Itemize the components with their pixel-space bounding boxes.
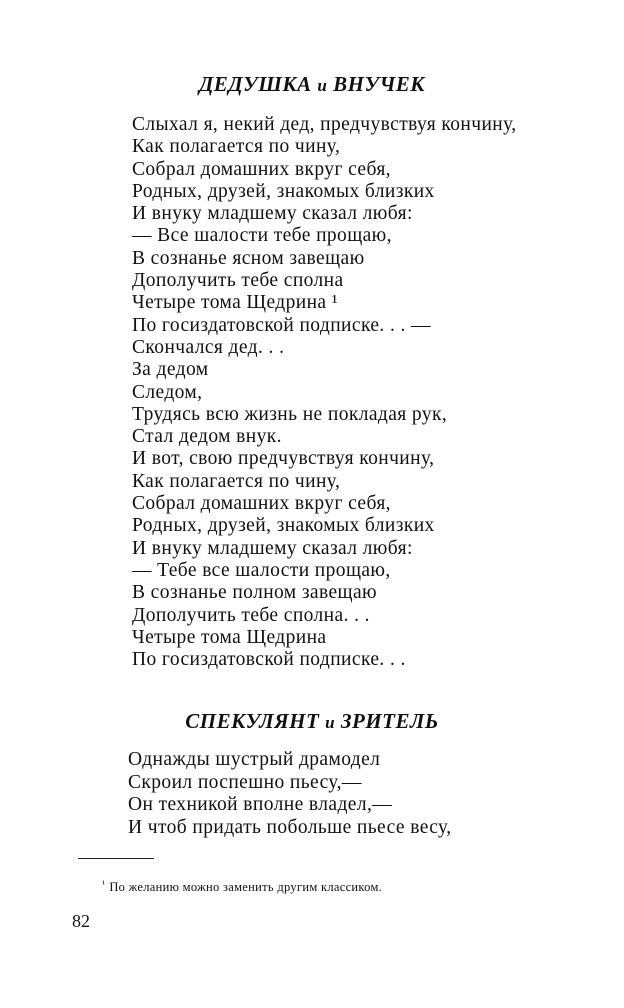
page-number: 82 (72, 911, 90, 931)
poem-line: Родных, друзей, знакомых близких (132, 515, 435, 537)
poem-line: Дополучить тебе сполна (132, 270, 344, 292)
poem-spekulyant (128, 749, 452, 839)
poem-line: Трудясь всю жизнь не покладая рук, (132, 403, 448, 425)
poem-dedushka (132, 114, 517, 671)
poem-line: За дедом (132, 359, 209, 381)
poem-line: Четыре тома Щедрина ¹ (132, 292, 338, 314)
poem-line: — Все шалости тебе прощаю, (132, 225, 392, 247)
poem-line: Как полагается по чину, (132, 470, 341, 492)
poem-line: — Тебе все шалости прощаю, (132, 559, 391, 581)
poem-line: Четыре тома Щедрина (132, 626, 327, 648)
title-word: СПЕКУЛЯНТ (185, 709, 320, 733)
poem-line: Он техникой вполне владел,— (128, 794, 393, 815)
poem-line: Собрал домашних вкруг себя, (132, 158, 391, 180)
title-word: ДЕДУШКА (198, 72, 312, 96)
poem-line: И внуку младшему сказал любя: (132, 203, 413, 225)
poem-line: Дополучить тебе сполна. . . (132, 604, 370, 626)
poem-line: Собрал домашних вкруг себя, (132, 493, 391, 515)
footnote-divider (78, 858, 154, 859)
poem-line: Родных, друзей, знакомых близких (132, 180, 435, 202)
poem-line: Слыхал я, некий дед, предчувствуя кончину, (132, 114, 517, 135)
poem-line: Скроил поспешно пьесу,— (128, 771, 362, 793)
poem-line: Стал дедом внук. (132, 426, 282, 448)
poem-title-dedushka (0, 72, 624, 97)
poem-line: По госиздатовской подписке. . . — (132, 314, 431, 336)
poem-line: И вот, свою предчувствуя кончину, (132, 448, 435, 470)
poem-line: Как полагается по чину, (132, 136, 341, 158)
poem-line: Скончался дед. . . (132, 336, 285, 358)
poem-line: В сознанье ясном завещаю (132, 247, 365, 269)
title-word: ВНУЧЕК (333, 72, 426, 96)
poem-line: Однажды шустрый драмодел (128, 749, 381, 770)
title-conjunction: и (317, 76, 328, 95)
footnote (102, 880, 382, 895)
poem-line: И внуку младшему сказал любя: (132, 537, 413, 559)
poem-line: Следом, (132, 381, 203, 403)
poem-line: По госиздатовской подписке. . . (132, 649, 406, 671)
title-conjunction: и (325, 713, 336, 732)
footnote-text: По желанию можно заменить другим классиком. (109, 880, 383, 894)
poem-line: В сознанье полном завещаю (132, 582, 377, 604)
poem-line: И чтоб придать побольше пьесе весу, (128, 816, 452, 838)
title-word: ЗРИТЕЛЬ (340, 709, 439, 733)
footnote-marker: ¹ (102, 879, 106, 890)
poem-title-spekulyant (0, 709, 624, 734)
